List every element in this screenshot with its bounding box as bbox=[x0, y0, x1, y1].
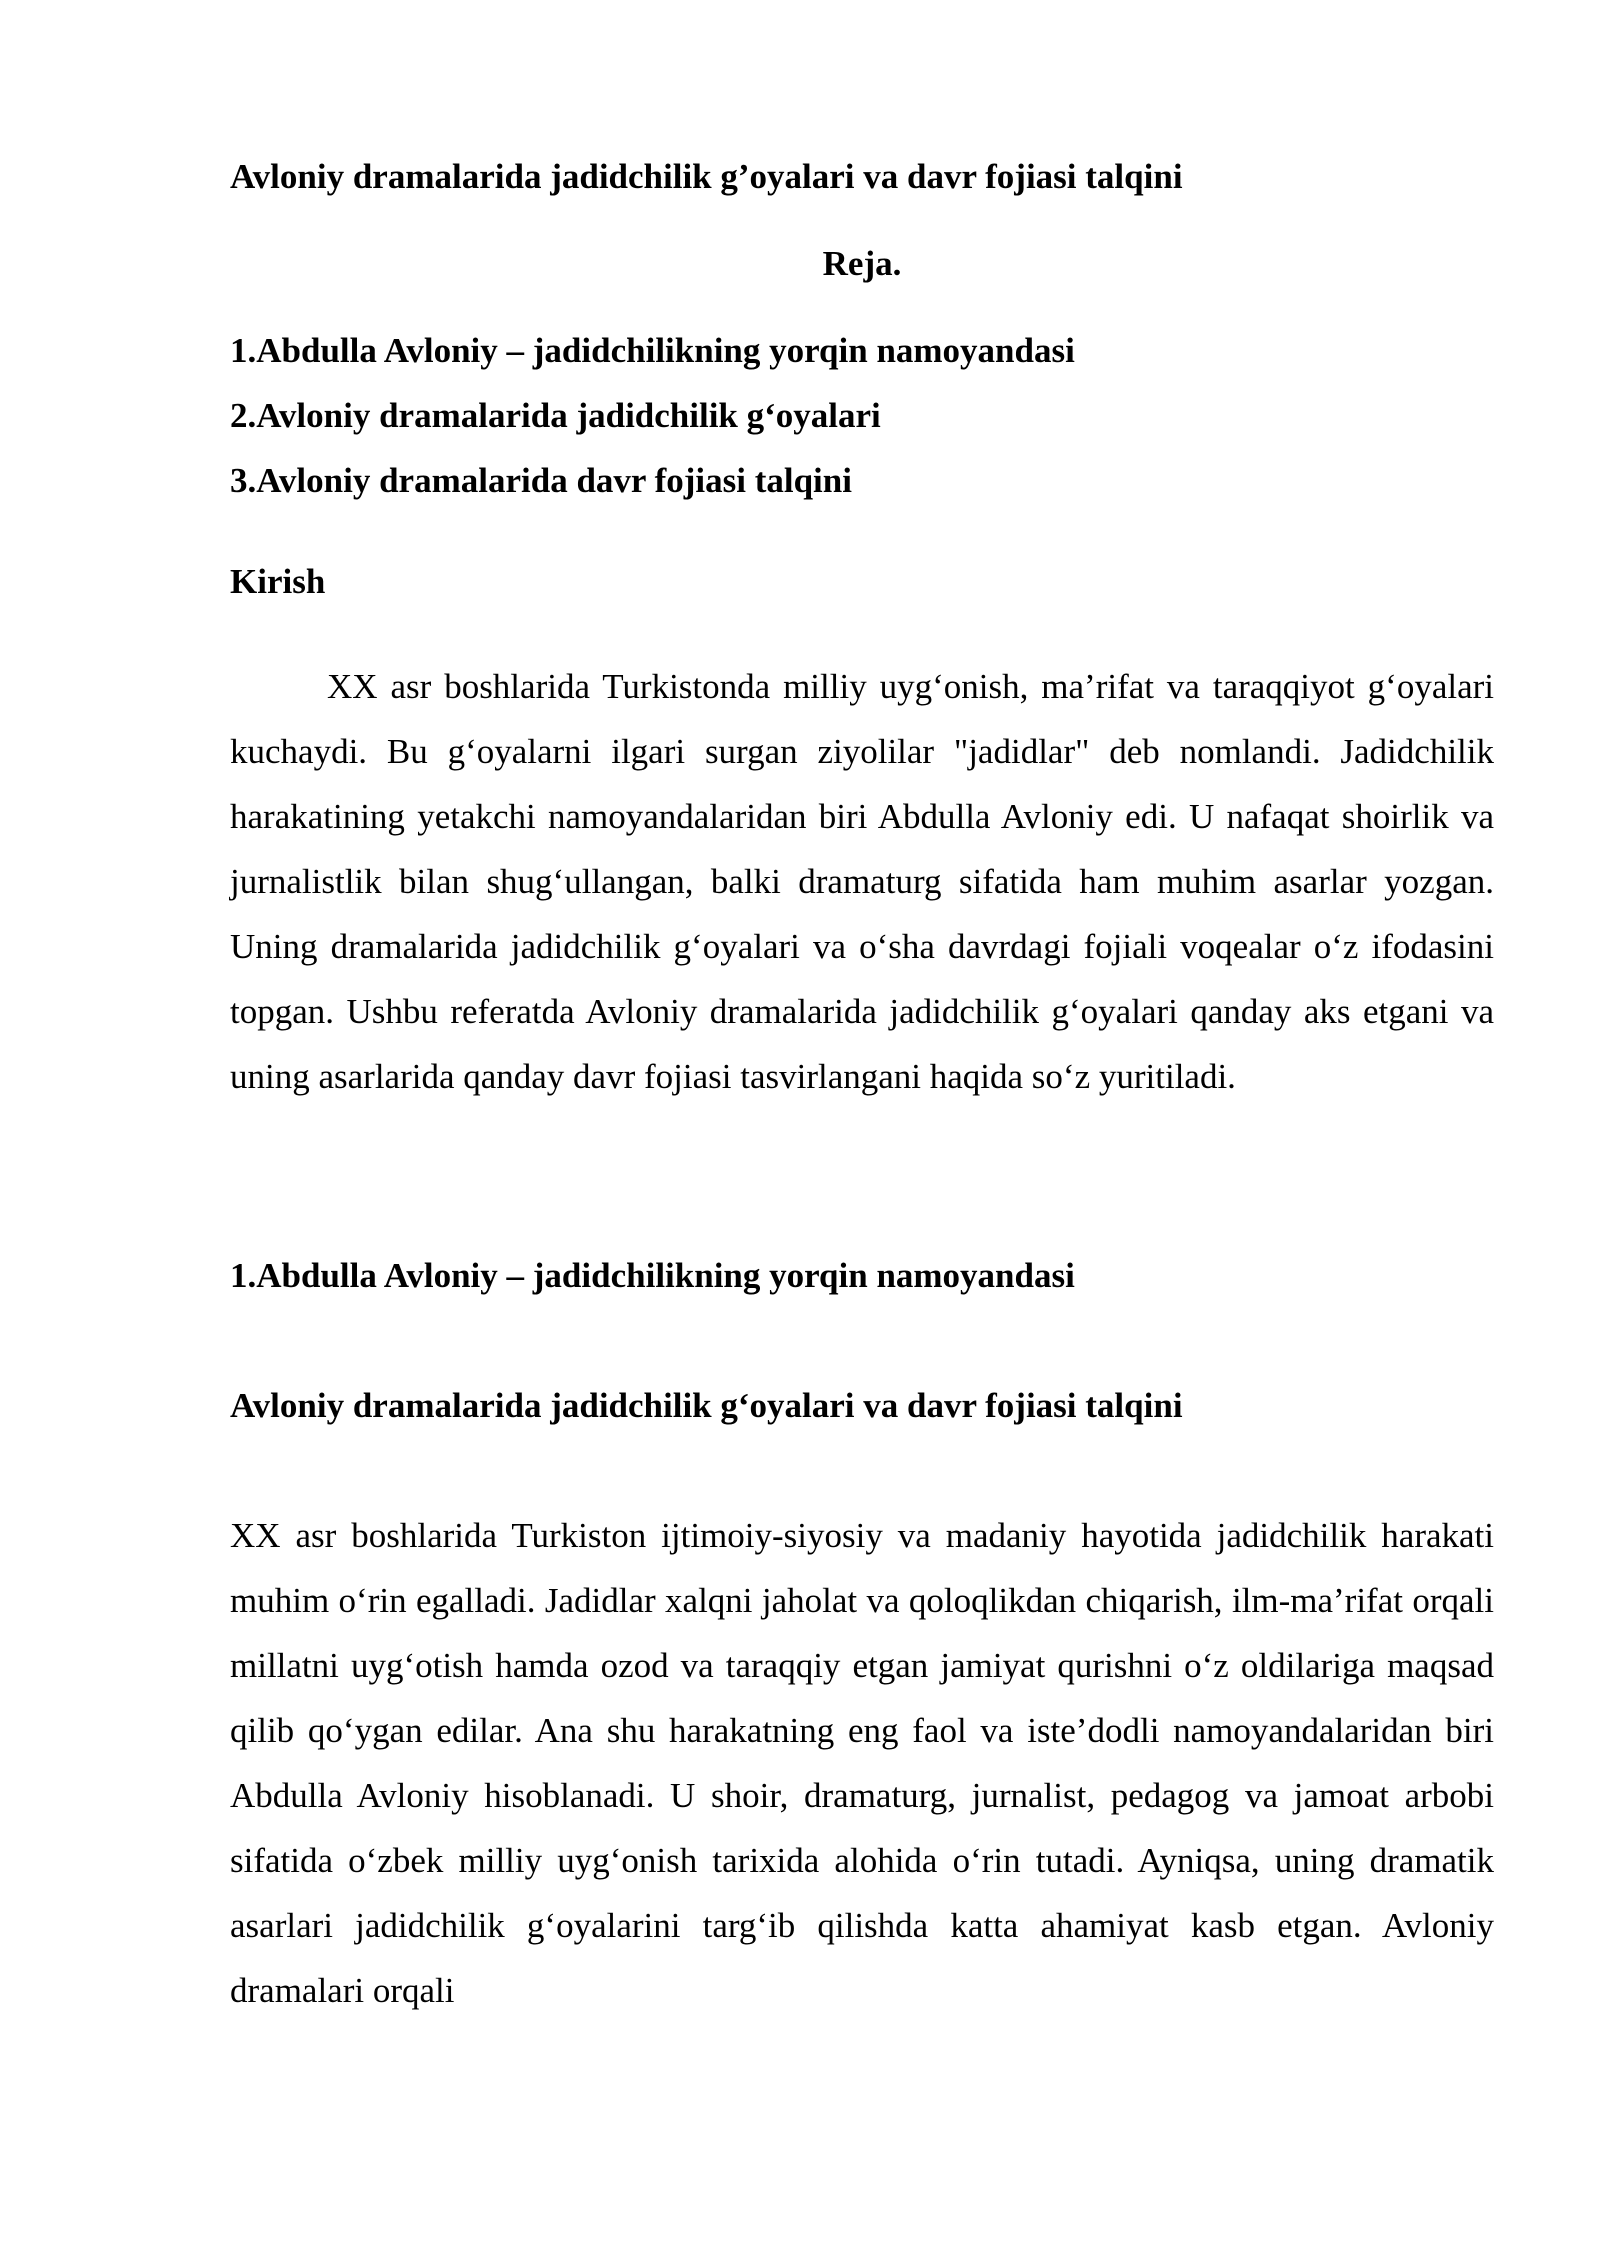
intro-heading: Kirish bbox=[230, 562, 326, 601]
plan-list bbox=[230, 318, 1494, 513]
section-1-subheading: Avloniy dramalarida jadidchilik g‘oyalari va davr fojiasi talqini bbox=[230, 1386, 1183, 1425]
document-title: Avloniy dramalarida jadidchilik g’oyalari va davr fojiasi talqini bbox=[230, 157, 1183, 196]
intro-paragraph: XX asr boshlarida Turkistonda milliy uyg‘onish, ma’rifat va taraqqiyot g‘oyalari kuchaydi. Bu g‘oyalarni ilgari surgan ziyolilar "jadidlar" deb nomlandi. Jadidchilik harakatining yetakchi namoyandalaridan biri Abdulla Avloniy edi. U nafaqat shoirlik va jurnalistlik bilan shug‘ullangan, balki dramaturg sifatida ham muhim asarlar yozgan. Uning dramalarida jadidchilik g‘oyalari va o‘sha davrdagi fojiali voqealar o‘z ifodasini topgan. Ushbu referatda Avloniy dramalarida jadidchilik g‘oyalari qanday aks etgani va uning asarlarida qanday davr fojiasi tasvirlangani haqida so‘z yuritiladi. bbox=[230, 667, 1494, 1096]
plan-item-3: 3.Avloniy dramalarida davr fojiasi talqini bbox=[230, 461, 852, 500]
section-1-paragraph: XX asr boshlarida Turkiston ijtimoiy-siyosiy va madaniy hayotida jadidchilik harakati muhim o‘rin egalladi. Jadidlar xalqni jaholat va qoloqlikdan chiqarish, ilm-ma’rifat orqali millatni uyg‘otish hamda ozod va taraqqiy etgan jamiyat qurishni o‘z oldilariga maqsad qilib qo‘ygan edilar. Ana shu harakatning eng faol va iste’dodli namoyandalaridan biri Abdulla Avloniy hisoblanadi. U shoir, dramaturg, jurnalist, pedagog va jamoat arbobi sifatida o‘zbek milliy uyg‘onish tarixida alohida o‘rin tutadi. Ayniqsa, uning dramatik asarlari jadidchilik g‘oyalarini targ‘ib qilishda katta ahamiyat kasb etgan. Avloniy dramalari orqali bbox=[230, 1516, 1494, 2010]
plan-item-2: 2.Avloniy dramalarida jadidchilik g‘oyalari bbox=[230, 396, 881, 435]
plan-item-1: 1.Abdulla Avloniy – jadidchilikning yorqin namoyandasi bbox=[230, 331, 1075, 370]
plan-heading: Reja. bbox=[822, 244, 902, 283]
section-1-heading: 1.Abdulla Avloniy – jadidchilikning yorqin namoyandasi bbox=[230, 1256, 1075, 1295]
